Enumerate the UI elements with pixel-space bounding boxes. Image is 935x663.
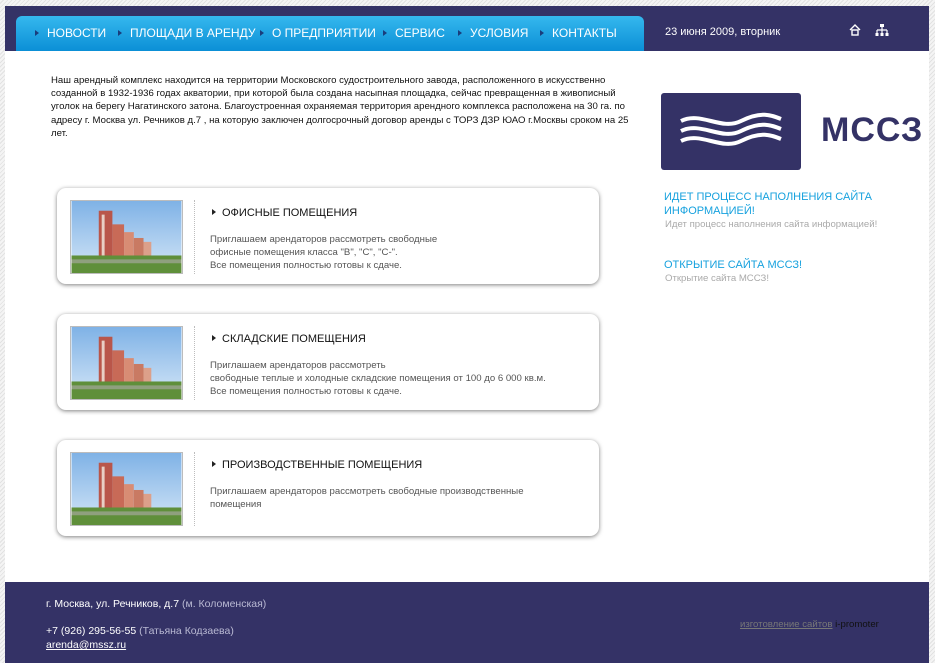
nav-bullet-icon <box>458 30 462 36</box>
building-thumbnail <box>70 452 183 526</box>
card-divider <box>194 200 195 274</box>
nav-item-terms[interactable] <box>458 26 528 40</box>
card-title-label: ПРОИЗВОДСТВЕННЫЕ ПОМЕЩЕНИЯ <box>222 459 423 471</box>
footer-email-row <box>46 639 126 651</box>
nav-bullet-icon <box>540 30 544 36</box>
card-divider <box>194 326 195 400</box>
credit-link[interactable]: изготовление сайтов <box>740 619 833 630</box>
card-line: помещения <box>210 499 262 510</box>
main-nav <box>16 16 644 51</box>
building-thumbnail <box>70 200 183 274</box>
nav-label: НОВОСТИ <box>47 26 107 40</box>
card-line: Приглашаем арендаторов рассмотреть свободные <box>210 234 438 245</box>
warehouse-space-card[interactable] <box>57 314 599 410</box>
intro-text: Наш арендный комплекс находится на территории Московского судостроительного завода, расположенного в искусственно созданной в 1932-1936 годах акватории, при которой была создана насыпная площадка, сейчас превращенная в живописный уголок на берегу Нагатинского затона. Благоустроенная охраняемая территория арендного комплекса расположена на 30 га. по адресу г. Москва ул. Речников д.7 , на которую заключен долгосрочный договор аренды с ТОРЗ ДЗР ЮАО г.Москвы сроком на 25 лет. <box>51 75 629 139</box>
page <box>5 6 929 663</box>
news-title-link[interactable]: ОТКРЫТИЕ САЙТА МССЗ! <box>664 259 803 271</box>
card-description <box>210 359 590 398</box>
card-line: свободные теплые и холодные складские помещения от 100 до 6 000 кв.м. <box>210 373 546 384</box>
nav-label: УСЛОВИЯ <box>470 26 529 40</box>
card-title[interactable] <box>212 459 422 471</box>
card-line: Все помещения полностью готовы к сдаче. <box>210 260 402 271</box>
nav-bullet-icon <box>260 30 264 36</box>
logo-wave-icon <box>661 93 801 170</box>
card-description <box>210 485 590 511</box>
news-text: Открытие сайта МССЗ! <box>665 273 770 284</box>
email-link[interactable]: arenda@mssz.ru <box>46 639 127 651</box>
card-line: офисные помещения класса "B", "C", "C-". <box>210 247 398 258</box>
home-icon[interactable] <box>848 23 862 37</box>
card-title[interactable] <box>212 333 366 345</box>
card-description <box>210 233 590 272</box>
nav-item-about[interactable] <box>260 26 376 40</box>
nav-label: ПЛОЩАДИ В АРЕНДУ <box>130 26 256 40</box>
nav-label: О ПРЕДПРИЯТИИ <box>272 26 376 40</box>
nav-item-news[interactable] <box>35 26 106 40</box>
nav-bullet-icon <box>35 30 39 36</box>
credit-brand[interactable]: i-promoter <box>835 619 879 630</box>
title-bullet-icon <box>212 209 216 215</box>
building-thumbnail <box>70 326 183 400</box>
footer-address <box>46 598 266 610</box>
nav-label: КОНТАКТЫ <box>552 26 617 40</box>
production-space-card[interactable] <box>57 440 599 536</box>
card-line: Все помещения полностью готовы к сдаче. <box>210 386 402 397</box>
card-title-label: ОФИСНЫЕ ПОМЕЩЕНИЯ <box>222 207 358 219</box>
site-credit <box>740 619 879 630</box>
news-title-link[interactable]: ИДЕТ ПРОЦЕСС НАПОЛНЕНИЯ САЙТА ИНФОРМАЦИЕЙ! <box>664 191 872 217</box>
top-bar <box>5 6 929 51</box>
card-divider <box>194 452 195 526</box>
card-line: Приглашаем арендаторов рассмотреть свободные производственные <box>210 486 524 497</box>
address-text: г. Москва, ул. Речников, д.7 <box>46 598 180 610</box>
nav-label: СЕРВИС <box>395 26 445 40</box>
metro-text: (м. Коломенская) <box>181 598 267 610</box>
nav-item-service[interactable] <box>383 26 445 40</box>
footer-phone <box>46 625 234 637</box>
office-space-card[interactable] <box>57 188 599 284</box>
nav-bullet-icon <box>118 30 122 36</box>
nav-item-rent[interactable] <box>118 26 255 40</box>
nav-bullet-icon <box>383 30 387 36</box>
card-line: Приглашаем арендаторов рассмотреть <box>210 360 386 371</box>
current-date: 23 июня 2009, вторник <box>665 26 781 38</box>
sitemap-icon[interactable] <box>875 23 889 37</box>
card-title-label: СКЛАДСКИЕ ПОМЕЩЕНИЯ <box>222 333 366 345</box>
news-text: Идет процесс наполнения сайта информацией! <box>665 219 878 230</box>
title-bullet-icon <box>212 335 216 341</box>
nav-item-contacts[interactable] <box>540 26 617 40</box>
phone-text: +7 (926) 295-56-55 <box>46 625 137 637</box>
title-bullet-icon <box>212 461 216 467</box>
contact-person: (Татьяна Кодзаева) <box>139 625 234 637</box>
logo-text: МССЗ <box>821 111 924 149</box>
card-title[interactable] <box>212 207 357 219</box>
